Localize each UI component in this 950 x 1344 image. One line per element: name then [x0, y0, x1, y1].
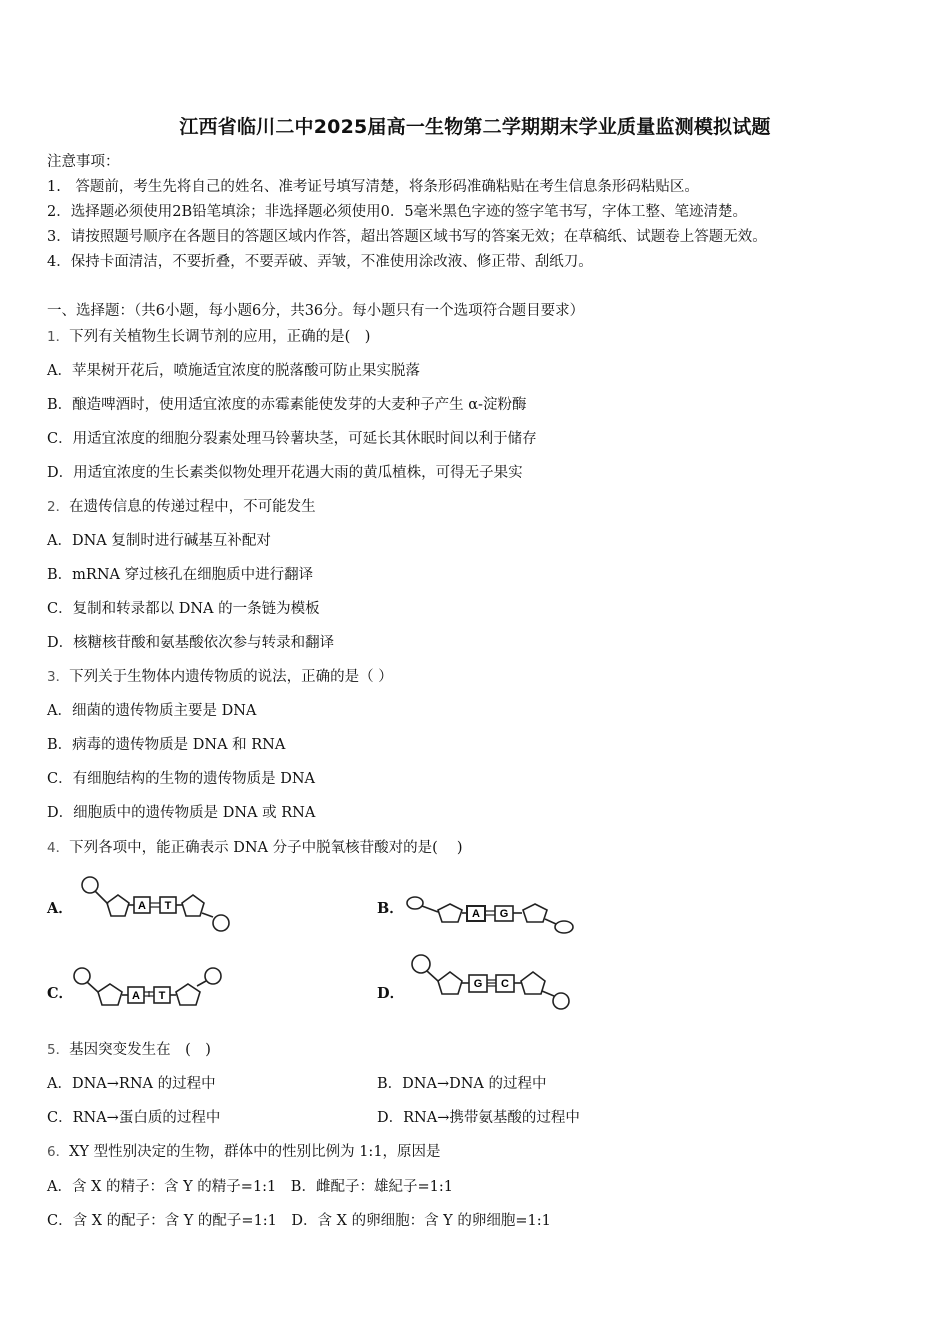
q1-option-d: D．用适宜浓度的生长素类似物处理开花遇大雨的黄瓜植株，可得无子果实	[47, 465, 523, 481]
question-5	[47, 1040, 211, 1060]
question-number: 1．	[47, 329, 70, 345]
section-heading: 一、选择题：（共6小题，每小题6分，共36分。每小题只有一个选项符合题目要求）	[47, 303, 585, 319]
q4-option-c-label: C．	[47, 985, 74, 1002]
question-1	[47, 327, 370, 347]
question-2	[47, 497, 316, 517]
base-letter: A	[472, 908, 480, 920]
question-3	[47, 667, 393, 687]
q3-option-b: B．病毒的遗传物质是 DNA 和 RNA	[47, 737, 286, 753]
deoxyribose-pentagon	[523, 904, 547, 922]
question-text: 下列各项中，能正确表示 DNA 分子中脱氧核苷酸对的是( )	[69, 840, 463, 856]
question-text: 在遗传信息的传递过程中，不可能发生	[69, 499, 316, 515]
notice-item-1: 1. 答题前，考生先将自己的姓名、准考证号填写清楚，将条形码准确粘贴在考生信息条形码粘贴区。	[47, 179, 699, 195]
phosphate-circle	[412, 955, 430, 973]
q4-option-d-label: D．	[377, 985, 405, 1002]
page-title: 江西省临川二中2025届高一生物第二学期期末学业质量监测模拟试题	[179, 116, 771, 138]
phosphate-circle	[213, 915, 229, 931]
q4-diagram-d	[406, 950, 576, 1015]
q5-option-d: D．RNA→携带氨基酸的过程中	[377, 1110, 580, 1126]
q2-option-c: C．复制和转录都以 DNA 的一条链为模板	[47, 601, 320, 617]
base-letter: A	[138, 900, 146, 912]
deoxyribose-pentagon	[176, 984, 200, 1005]
q2-option-b: B．mRNA 穿过核孔在细胞质中进行翻译	[47, 567, 314, 583]
base-letter: G	[499, 908, 509, 920]
q6-options-row-1: A．含 X 的精子：含 Y 的精子=1:1 B．雌配子：雄紀子=1:1	[47, 1179, 453, 1195]
notice-item-3: 3．请按照题号顺序在各题目的答题区域内作答，超出答题区域书写的答案无效；在草稿纸、试题卷上答题无效。	[47, 229, 767, 245]
question-text: XY 型性别决定的生物，群体中的性别比例为 1:1，原因是	[69, 1144, 441, 1160]
base-letter: T	[158, 990, 166, 1002]
q2-option-a: A．DNA 复制时进行碱基互补配对	[47, 533, 271, 549]
question-number: 4．	[47, 840, 70, 856]
phosphate-circle	[407, 897, 423, 909]
question-number: 6．	[47, 1144, 70, 1160]
q3-option-d: D．细胞质中的遗传物质是 DNA 或 RNA	[47, 805, 316, 821]
question-number: 5．	[47, 1042, 70, 1058]
question-text: 下列关于生物体内遗传物质的说法，正确的是（ ）	[69, 669, 393, 685]
q5-option-c: C．RNA→蛋白质的过程中	[47, 1110, 221, 1126]
deoxyribose-pentagon	[98, 984, 122, 1005]
base-letter: C	[501, 978, 509, 990]
q1-option-c: C．用适宜浓度的细胞分裂素处理马铃薯块茎，可延长其休眠时间以利于储存	[47, 431, 537, 447]
phosphate-circle	[205, 968, 221, 984]
question-text: 下列有关植物生长调节剂的应用，正确的是( )	[69, 329, 371, 345]
question-6	[47, 1142, 441, 1162]
deoxyribose-pentagon	[182, 895, 204, 916]
deoxyribose-pentagon	[438, 904, 462, 922]
phosphate-circle	[555, 921, 573, 933]
q4-diagram-a	[78, 874, 238, 936]
q4-option-b-label: B．	[377, 900, 404, 917]
q3-option-a: A．细菌的遗传物质主要是 DNA	[47, 703, 257, 719]
deoxyribose-pentagon	[107, 895, 129, 916]
deoxyribose-pentagon	[438, 972, 462, 994]
q4-diagram-b	[404, 892, 579, 937]
q1-option-b: B．酿造啤酒时，使用适宜浓度的赤霉素能使发芽的大麦种子产生 α-淀粉酶	[47, 397, 527, 413]
q5-option-a: A．DNA→RNA 的过程中	[47, 1076, 216, 1092]
q1-option-a: A．苹果树开花后，喷施适宜浓度的脱落酸可防止果实脱落	[47, 363, 420, 379]
question-number: 3．	[47, 669, 70, 685]
q3-option-c: C．有细胞结构的生物的遗传物质是 DNA	[47, 771, 315, 787]
q5-option-b: B．DNA→DNA 的过程中	[377, 1076, 547, 1092]
q4-diagram-c	[70, 965, 235, 1015]
notice-heading: 注意事项：	[47, 154, 120, 170]
base-letter: T	[164, 900, 172, 912]
deoxyribose-pentagon	[521, 972, 545, 994]
question-number: 2．	[47, 499, 70, 515]
notice-item-2: 2．选择题必须使用2B铅笔填涂；非选择题必须使用0．5毫米黑色字迹的签字笔书写，字体工整、笔迹清楚。	[47, 204, 748, 220]
base-letter: A	[132, 990, 140, 1002]
notice-item-4: 4．保持卡面清洁，不要折叠，不要弄破、弄皱，不准使用涂改液、修正带、刮纸刀。	[47, 254, 593, 270]
base-letter: G	[473, 978, 483, 990]
q4-option-a-label: A．	[47, 900, 73, 917]
phosphate-circle	[553, 993, 569, 1009]
question-text: 基因突变发生在 ( )	[69, 1042, 211, 1058]
q6-options-row-2: C．含 X 的配子：含 Y 的配子=1:1 D．含 X 的卵细胞：含 Y 的卵细胞=1:1	[47, 1213, 551, 1229]
question-4	[47, 838, 463, 858]
q2-option-d: D．核糖核苷酸和氨基酸依次参与转录和翻译	[47, 635, 335, 651]
